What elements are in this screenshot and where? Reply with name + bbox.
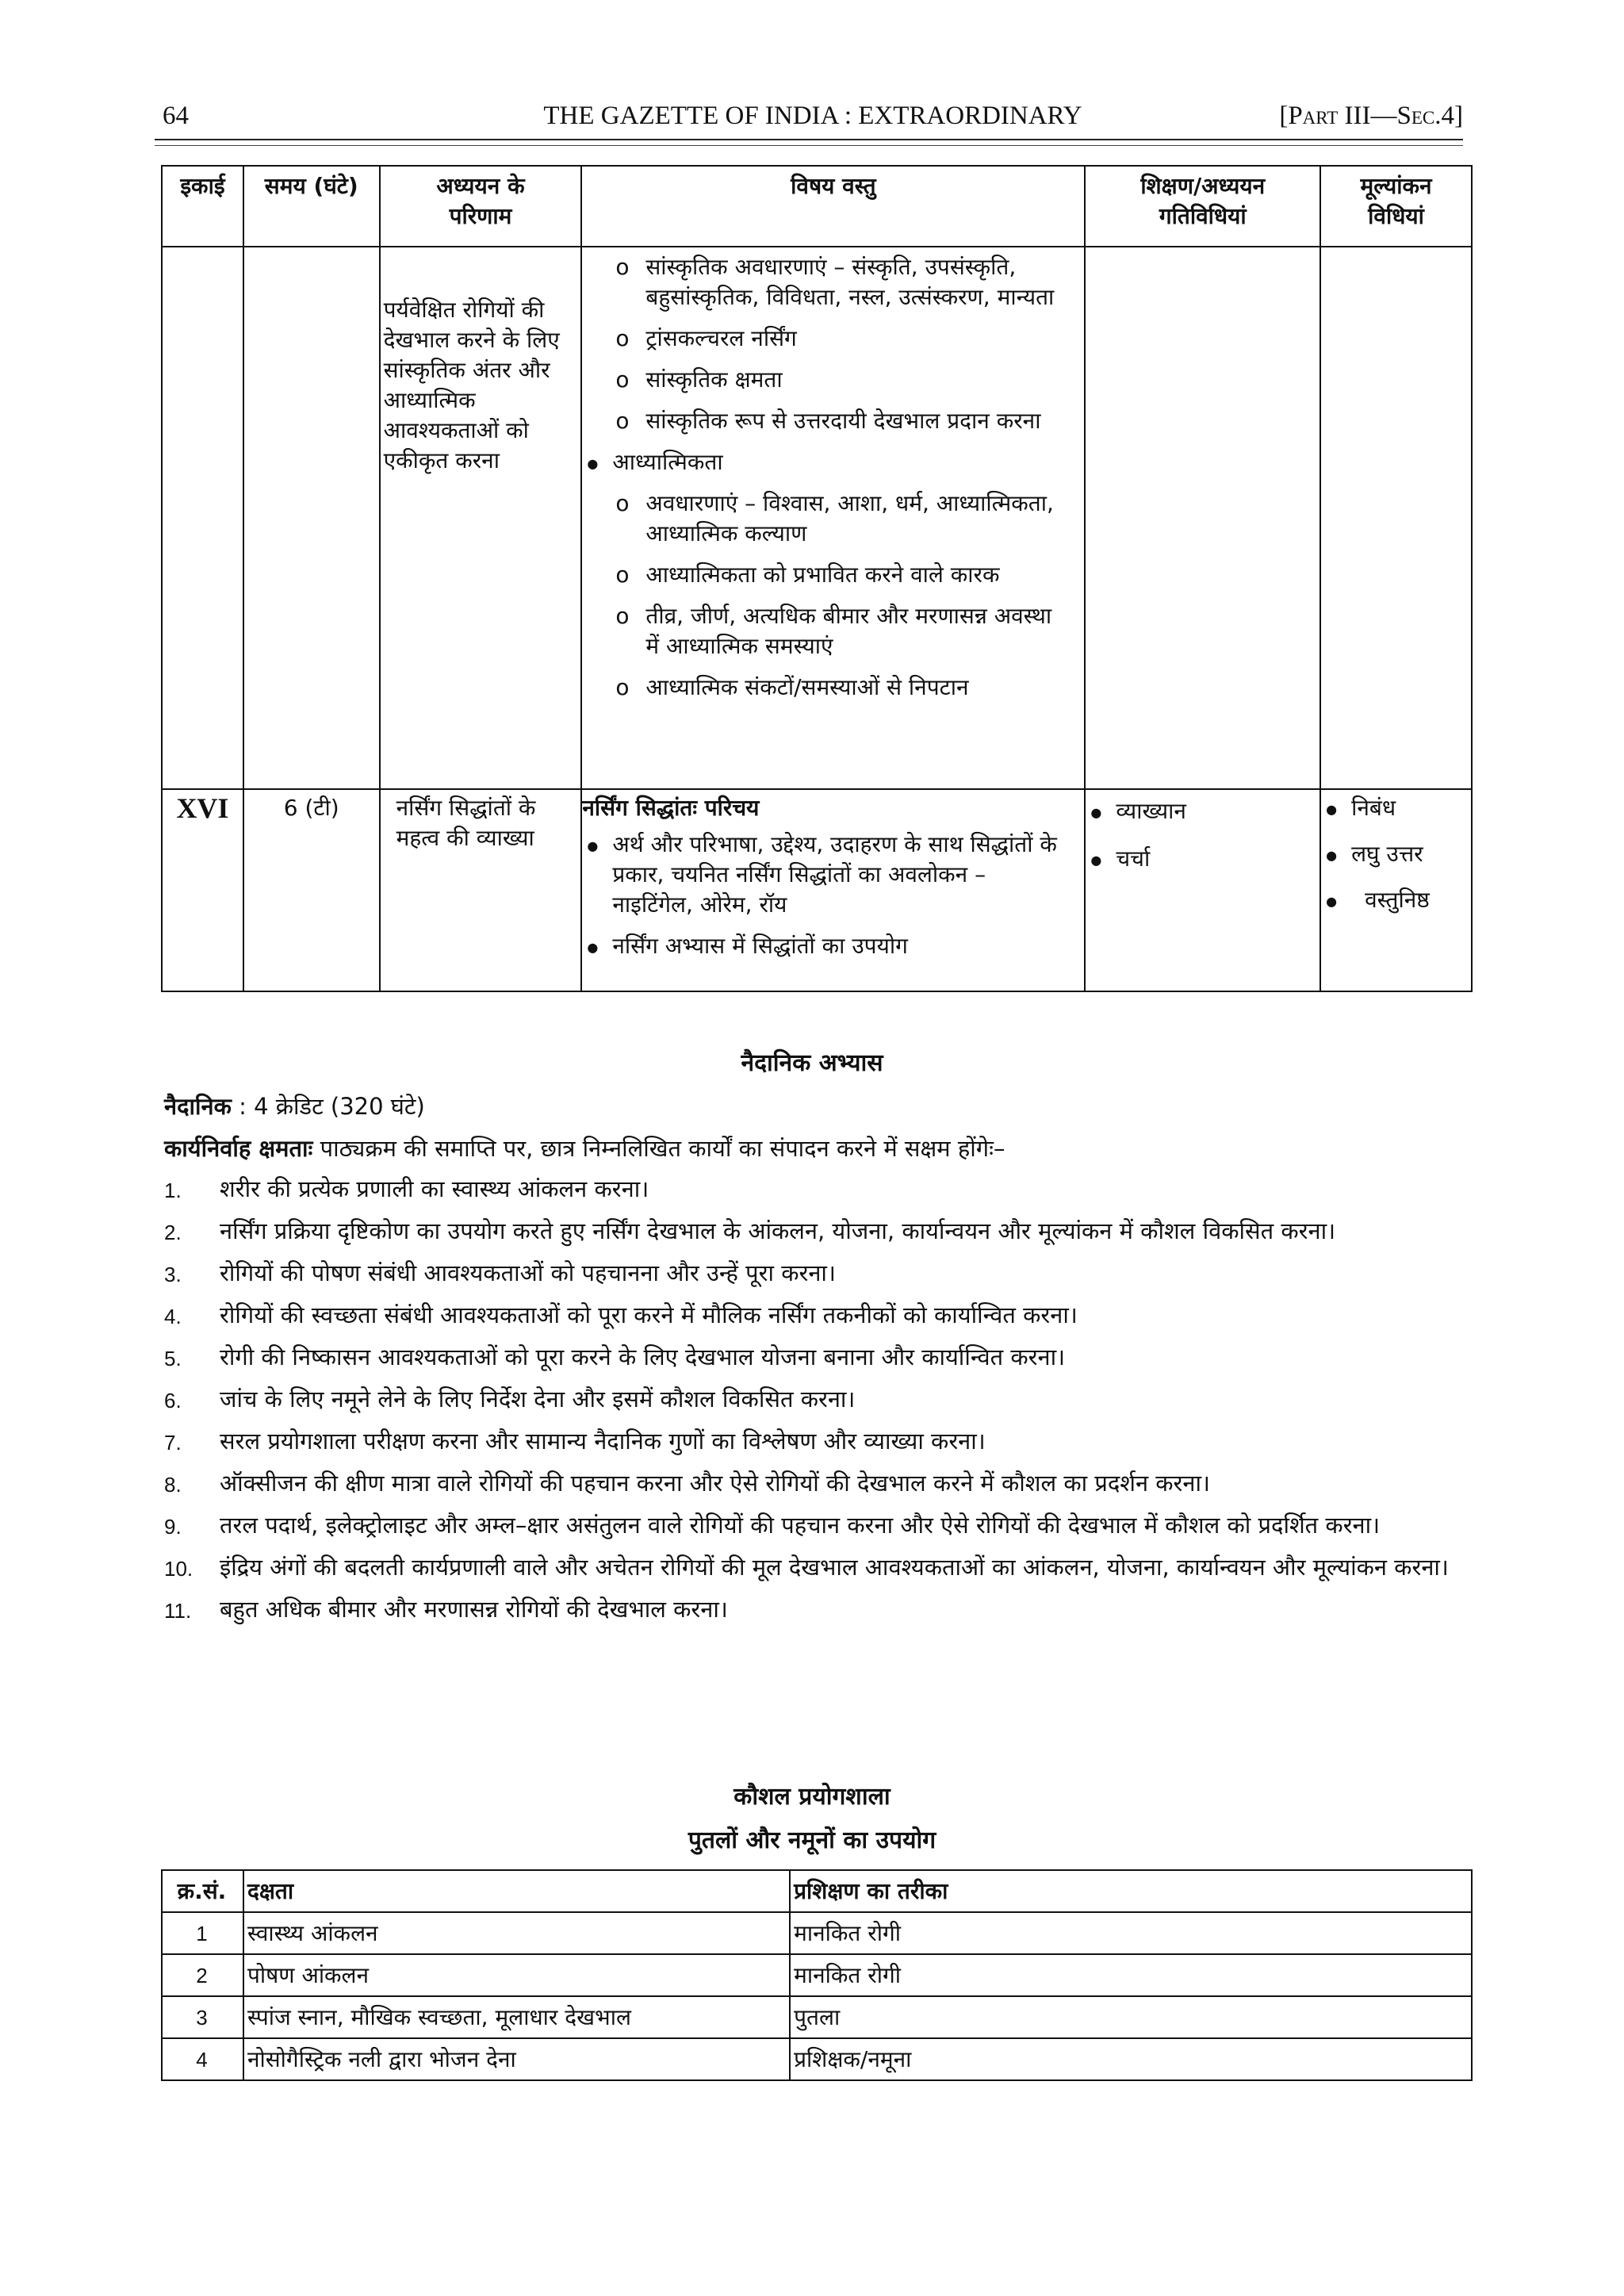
header-rule-thin: [155, 145, 1463, 146]
item-number: 10.: [164, 1557, 193, 1581]
list-item: o सांस्कृतिक रूप से उत्तरदायी देखभाल प्रदान करना: [582, 406, 1068, 436]
activities-list: [1086, 796, 1316, 874]
list-item: ● चर्चा: [1086, 844, 1316, 874]
list-item: [164, 1552, 1473, 1582]
header-rule: [155, 139, 1463, 140]
list-item: o सांस्कृतिक अवधारणाएं – संस्कृति, उपसंस्कृति, बहुसांस्कृतिक, विविधता, नस्ल, उत्संस्करण, मान्यता: [582, 252, 1068, 312]
unit-cell: [162, 247, 243, 789]
item-text: ऑक्सीजन की क्षीण मात्रा वाले रोगियों की पहचान करना और ऐसे रोगियों की देखभाल करने में कौशल का प्रदर्शन करना।: [220, 1470, 1210, 1497]
table-row: [162, 247, 1472, 789]
item-number: 3.: [164, 1263, 182, 1286]
competency-line: [164, 1133, 1005, 1163]
method-cell: मानकित रोगी: [790, 1954, 1472, 1996]
time-cell: 6 (टी): [243, 789, 380, 991]
outcome-text: पर्यवेक्षित रोगियों की देखभाल करने के लिए सांस्कृतिक अंतर और आध्यात्मिक आवश्यकताओं को एकीकृत करना: [383, 297, 560, 473]
content-title: नर्सिंग सिद्धांतः परिचय: [582, 795, 760, 821]
item-number: 9.: [164, 1515, 182, 1539]
skills-lab-title: कौशल प्रयोगशाला: [733, 1783, 891, 1811]
list-item: ● अर्थ और परिभाषा, उद्देश्य, उदाहरण के साथ सिद्धांतों के प्रकार, चयनित नर्सिंग सिद्धांतों का अवलोकन – नाइटिंगेल, ओरेम, रॉय: [582, 830, 1068, 920]
list-item: o आध्यात्मिक संकटों/समस्याओं से निपटान: [582, 673, 1068, 703]
table-row: [162, 1996, 1472, 2038]
col-header-skill: दक्षता: [243, 1870, 790, 1912]
item-number: 8.: [164, 1473, 182, 1497]
table-row: [162, 789, 1472, 991]
list-item: [164, 1468, 1473, 1498]
content-list: [582, 830, 1068, 961]
skill-cell: नोसोगैस्ट्रिक नली द्वारा भोजन देना: [243, 2038, 790, 2080]
serial-cell: 3: [162, 1996, 243, 2038]
competency-list: [164, 1174, 1473, 1636]
item-number: 5.: [164, 1347, 182, 1370]
list-item: ● निबंध: [1321, 793, 1468, 823]
activities-cell: [1085, 789, 1320, 991]
skills-lab-subtitle: पुतलों और नमूनों का उपयोग: [688, 1826, 936, 1854]
competency-label: कार्यनिर्वाह क्षमताः: [164, 1135, 313, 1162]
table-row: [162, 1954, 1472, 1996]
content-cell: [581, 247, 1085, 789]
item-number: 7.: [164, 1431, 182, 1455]
item-text: इंद्रिय अंगों की बदलती कार्यप्रणाली वाले और अचेतन रोगियों की मूल देखभाल आवश्यकताओं का आंकलन, योजना, कार्यान्वयन और मूल्यांकन करना।: [220, 1554, 1449, 1581]
serial-cell: 2: [162, 1954, 243, 1996]
time-cell: [243, 247, 380, 789]
serial-cell: 1: [162, 1912, 243, 1954]
syllabus-table: [161, 165, 1473, 992]
table-row: [162, 1912, 1472, 1954]
list-item: [164, 1216, 1473, 1246]
list-item: ● वस्तुनिष्ठ: [1321, 885, 1468, 915]
col-header-serial: क्र.सं.: [162, 1870, 243, 1912]
col-header-activities: शिक्षण/अध्ययन गतिविधियां: [1085, 166, 1320, 247]
part-section: [Part III—Sec.4]: [1279, 102, 1463, 130]
list-item: [164, 1384, 1473, 1414]
list-item: ● लघु उत्तर: [1321, 839, 1468, 869]
list-item: o आध्यात्मिकता को प्रभावित करने वाले कारक: [582, 560, 1068, 590]
item-text: शरीर की प्रत्येक प्रणाली का स्वास्थ्य आंकलन करना।: [220, 1175, 649, 1202]
list-item: o सांस्कृतिक क्षमता: [582, 365, 1068, 395]
clinical-practice-title: नैदानिक अभ्यास: [741, 1049, 883, 1077]
col-header-method: प्रशिक्षण का तरीका: [790, 1870, 1472, 1912]
list-item: [164, 1174, 1473, 1204]
gazette-title: THE GAZETTE OF INDIA : EXTRAORDINARY: [543, 102, 1082, 130]
list-item: ● व्याख्यान: [1086, 796, 1316, 826]
item-text: रोगियों की पोषण संबंधी आवश्यकताओं को पहचानना और उन्हें पूरा करना।: [220, 1259, 836, 1286]
item-text: बहुत अधिक बीमार और मरणासन्न रोगियों की देखभाल करना।: [220, 1596, 728, 1623]
list-item: [164, 1426, 1473, 1456]
activities-cell: [1085, 247, 1320, 789]
col-header-time: समय (घंटे): [243, 166, 380, 247]
item-text: रोगियों की स्वच्छता संबंधी आवश्यकताओं को पूरा करने में मौलिक नर्सिंग तकनीकों को कार्यान्वित करना।: [220, 1301, 1078, 1328]
skill-cell: स्पांज स्नान, मौखिक स्वच्छता, मूलाधार देखभाल: [243, 1996, 790, 2038]
assessment-cell: [1320, 789, 1472, 991]
list-item: o तीव्र, जीर्ण, अत्यधिक बीमार और मरणासन्न अवस्था में आध्यात्मिक समस्याएं: [582, 601, 1068, 661]
content-list: [582, 252, 1068, 703]
method-cell: मानकित रोगी: [790, 1912, 1472, 1954]
clinical-credit-value: : 4 क्रेडिट (320 घंटे): [239, 1093, 425, 1120]
list-item: [164, 1258, 1473, 1288]
list-item: o अवधारणाएं – विश्वास, आशा, धर्म, आध्यात्मिकता, आध्यात्मिक कल्याण: [582, 489, 1068, 549]
list-item: [164, 1300, 1473, 1330]
list-item: [164, 1342, 1473, 1372]
table-row: [162, 2038, 1472, 2080]
col-header-assessment: मूल्यांकन विधियां: [1320, 166, 1472, 247]
item-number: 6.: [164, 1389, 182, 1412]
item-text: रोगी की निष्कासन आवश्यकताओं को पूरा करने के लिए देखभाल योजना बनाना और कार्यान्वित करना।: [220, 1343, 1066, 1370]
clinical-credit-line: [164, 1091, 425, 1121]
list-item: [164, 1510, 1473, 1540]
list-item: ● नर्सिंग अभ्यास में सिद्धांतों का उपयोग: [582, 931, 1068, 961]
col-header-outcomes: अध्ययन के परिणाम: [380, 166, 582, 247]
item-number: 4.: [164, 1305, 182, 1328]
page-header: [163, 94, 1463, 138]
list-item: ● आध्यात्मिकता: [582, 447, 1068, 477]
assessment-cell: [1320, 247, 1472, 789]
outcome-cell: [380, 247, 582, 789]
list-item: o ट्रांसकल्चरल नर्सिंग: [582, 324, 1068, 354]
item-text: जांच के लिए नमूने लेने के लिए निर्देश देना और इसमें कौशल विकसित करना।: [220, 1386, 856, 1412]
content-cell: [581, 789, 1085, 991]
serial-cell: 4: [162, 2038, 243, 2080]
outcome-cell: नर्सिंग सिद्धांतों के महत्व की व्याख्या: [380, 789, 582, 991]
clinical-credit-label: नैदानिक: [164, 1093, 232, 1120]
col-header-unit: इकाई: [162, 166, 243, 247]
item-text: सरल प्रयोगशाला परीक्षण करना और सामान्य नैदानिक गुणों का विश्लेषण और व्याख्या करना।: [220, 1428, 986, 1455]
assessment-list: [1321, 793, 1468, 915]
syllabus-header-row: [162, 166, 1472, 247]
col-header-content: विषय वस्तु: [581, 166, 1085, 247]
item-number: 1.: [164, 1179, 182, 1202]
skill-cell: पोषण आंकलन: [243, 1954, 790, 1996]
method-cell: पुतला: [790, 1996, 1472, 2038]
skills-table: [161, 1869, 1473, 2081]
skills-header-row: [162, 1870, 1472, 1912]
item-number: 2.: [164, 1221, 182, 1244]
skill-cell: स्वास्थ्य आंकलन: [243, 1912, 790, 1954]
page-number: 64: [163, 102, 189, 130]
unit-number: XVI: [162, 789, 243, 991]
item-text: नर्सिंग प्रक्रिया दृष्टिकोण का उपयोग करते हुए नर्सिंग देखभाल के आंकलन, योजना, कार्यान्वयन और मूल्यांकन में कौशल विकसित करना।: [220, 1217, 1336, 1244]
list-item: [164, 1594, 1473, 1624]
competency-text: पाठ्यक्रम की समाप्ति पर, छात्र निम्नलिखित कार्यों का संपादन करने में सक्षम होंगेः–: [320, 1135, 1005, 1162]
item-number: 11.: [164, 1599, 192, 1623]
item-text: तरल पदार्थ, इलेक्ट्रोलाइट और अम्ल–क्षार असंतुलन वाले रोगियों की पहचान करना और ऐसे रोगियों की देखभाल में कौशल को प्रदर्शित करना।: [220, 1512, 1381, 1539]
method-cell: प्रशिक्षक/नमूना: [790, 2038, 1472, 2080]
